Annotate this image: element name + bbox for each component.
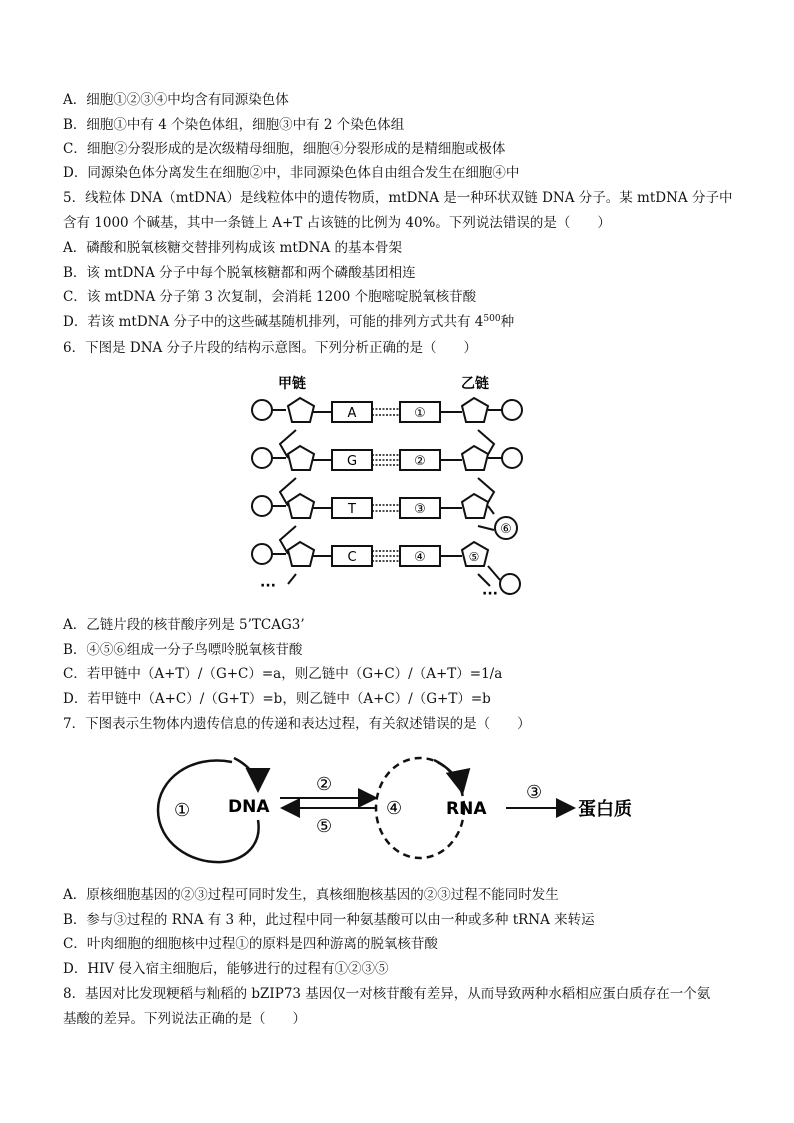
base-pair-row-4 xyxy=(252,542,520,594)
base-pair-row-1 xyxy=(252,398,522,422)
label-5: ⑤ xyxy=(468,550,480,564)
q4-option-b: B．细胞①中有 4 个染色体组，细胞③中有 2 个染色体组 xyxy=(63,117,405,133)
q5-option-d-suffix: 种 xyxy=(500,314,515,330)
q5-option-a: A．磷酸和脱氧核糖交替排列构成该 mtDNA 的基本骨架 xyxy=(63,240,402,256)
protein-label: 蛋白质 xyxy=(578,799,632,820)
q4-option-d: D．同源染色体分离发生在细胞②中，非同源染色体自由组合发生在细胞④中 xyxy=(63,165,520,181)
left-base-2: G xyxy=(346,454,358,469)
left-base-3: T xyxy=(348,502,356,517)
q5-stem-line-2: 含有 1000 个碱基，其中一条链上 A+T 占该链的比例为 40%。下列说法错误的是（ ） xyxy=(63,215,611,231)
base-pair-row-3 xyxy=(252,494,517,539)
q6-stem: 6．下图是 DNA 分子片段的结构示意图。下列分析正确的是（ ） xyxy=(63,340,478,356)
dna-structure-figure xyxy=(238,366,538,606)
label-6: ⑥ xyxy=(500,522,512,537)
q7-option-c: C．叶肉细胞的细胞核中过程①的原料是四种游离的脱氧核苷酸 xyxy=(63,936,438,952)
label-1: ① xyxy=(174,800,191,821)
left-base-1: A xyxy=(347,406,357,421)
right-base-1: ① xyxy=(414,406,426,421)
left-continuation-dots: ··· xyxy=(260,578,276,594)
q4-option-a: A．细胞①②③④中均含有同源染色体 xyxy=(63,92,289,108)
dna-label: DNA xyxy=(228,797,270,817)
q6-option-b: B．④⑤⑥组成一分子鸟嘌呤脱氧核苷酸 xyxy=(63,642,303,658)
gene-expression-flow-figure xyxy=(150,744,660,874)
label-2: ② xyxy=(316,774,333,795)
label-4: ④ xyxy=(386,798,403,819)
q6-option-a: A．乙链片段的核苷酸序列是 5’TCAG3’ xyxy=(63,617,305,633)
right-base-3: ③ xyxy=(414,502,426,517)
q7-option-b: B．参与③过程的 RNA 有 3 种，此过程中同一种氨基酸可以由一种或多种 tRNA 来转运 xyxy=(63,912,595,928)
q5-option-d xyxy=(63,312,514,332)
label-3: ③ xyxy=(526,782,543,803)
q7-option-a: A．原核细胞基因的②③过程可同时发生，真核细胞核基因的②③过程不能同时发生 xyxy=(63,887,559,903)
q6-option-d: D．若甲链中（A+C）/（G+T）=b，则乙链中（A+C）/（G+T）=b xyxy=(63,691,491,707)
right-continuation-dots: ··· xyxy=(482,586,498,602)
q5-option-d-exponent: 500 xyxy=(483,314,501,324)
base-pair-row-2 xyxy=(252,446,522,470)
q5-option-b: B．该 mtDNA 分子中每个脱氧核糖都和两个磷酸基团相连 xyxy=(63,265,416,281)
q6-option-c: C．若甲链中（A+T）/（G+C）=a，则乙链中（G+C）/（A+T）=1/a xyxy=(63,666,503,682)
q5-stem-line-1: 5．线粒体 DNA（mtDNA）是线粒体中的遗传物质，mtDNA 是一种环状双链 DNA 分子。某 mtDNA 分子中 xyxy=(63,190,733,206)
right-base-2: ② xyxy=(414,454,426,469)
right-base-4: ④ xyxy=(414,550,426,565)
left-base-4: C xyxy=(347,550,357,565)
label-5: ⑤ xyxy=(316,816,333,837)
chain-left-label: 甲链 xyxy=(278,376,306,392)
q4-option-c: C．细胞②分裂形成的是次级精母细胞，细胞④分裂形成的是精细胞或极体 xyxy=(63,141,506,157)
q7-stem: 7．下图表示生物体内遗传信息的传递和表达过程，有关叙述错误的是（ ） xyxy=(63,716,531,732)
q5-option-c: C．该 mtDNA 分子第 3 次复制，会消耗 1200 个胞嘧啶脱氧核苷酸 xyxy=(63,289,477,305)
rna-label: RNA xyxy=(446,799,487,819)
q7-option-d: D．HIV 侵入宿主细胞后，能够进行的过程有①②③⑤ xyxy=(63,961,389,977)
q8-stem-line-1: 8．基因对比发现粳稻与籼稻的 bZIP73 基因仅一对核苷酸有差异，从而导致两种水稻相应蛋白质存在一个氨 xyxy=(63,986,711,1002)
chain-right-label: 乙链 xyxy=(461,376,489,392)
q8-stem-line-2: 基酸的差异。下列说法正确的是（ ） xyxy=(63,1011,306,1027)
q5-option-d-text: D．若该 mtDNA 分子中的这些碱基随机排列，可能的排列方式共有 4 xyxy=(63,314,484,330)
